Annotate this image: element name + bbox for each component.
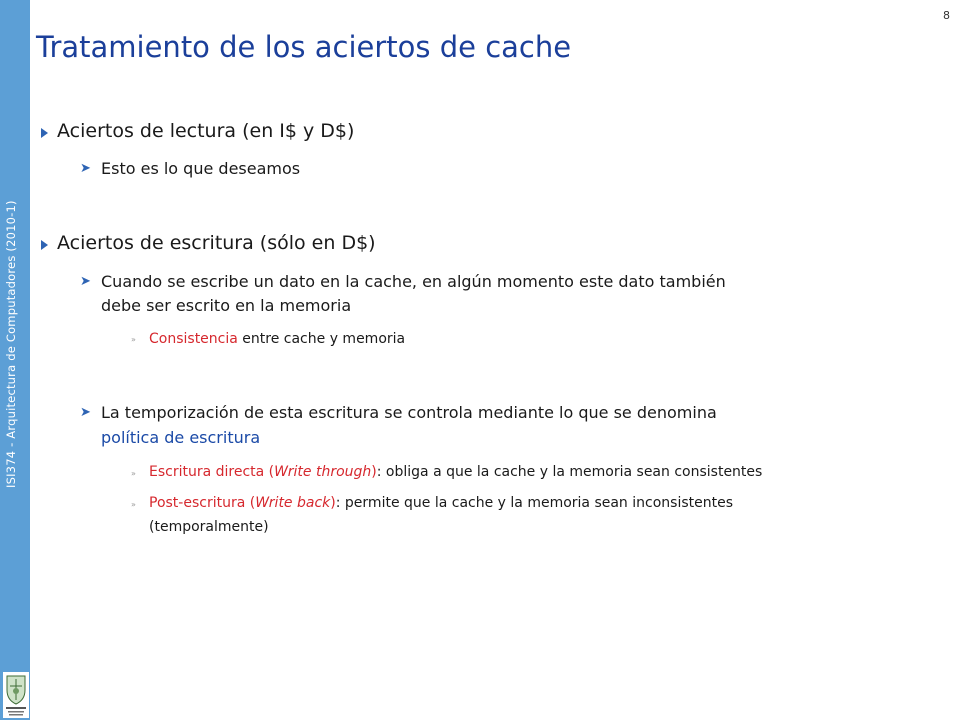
consistency-line <box>149 331 405 347</box>
write-back-desc: : permite que la cache y la memoria sean inconsistentes <box>335 495 733 511</box>
sidebar-band <box>0 0 30 720</box>
write-sub2-line1: La temporización de esta escritura se controla mediante lo que se denomina <box>101 403 717 422</box>
consistency-rest: entre cache y memoria <box>237 331 406 347</box>
write-policy-term: política de escritura <box>101 428 261 447</box>
slide-title: Tratamiento de los aciertos de cache <box>36 30 572 64</box>
write-back-close: ) <box>330 495 336 511</box>
consistency-term: Consistencia <box>149 331 238 347</box>
write-back-line2: (temporalmente) <box>149 519 269 535</box>
write-through-label: Escritura directa ( <box>149 464 275 480</box>
write-sub1-line2: debe ser escrito en la memoria <box>101 296 352 315</box>
write-through-desc: : obliga a que la cache y la memoria sean consistentes <box>376 464 763 480</box>
write-back-label: Post-escritura ( <box>149 495 256 511</box>
level2-arrow-icon: ➤ <box>80 161 91 176</box>
read-hits-heading: Aciertos de lectura (en I$ y D$) <box>57 120 355 142</box>
level1-bullet-icon <box>41 128 48 138</box>
write-sub1-line1: Cuando se escribe un dato en la cache, en algún momento este dato también <box>101 272 726 291</box>
sidebar-course-label: ISI374 - Arquitectura de Computadores (2010-1) <box>4 200 18 488</box>
university-logo-icon <box>3 672 29 718</box>
write-through-term: Write through <box>274 464 372 480</box>
level3-bullet-icon: » <box>131 335 136 344</box>
write-through-close: ) <box>371 464 377 480</box>
write-hits-heading: Aciertos de escritura (sólo en D$) <box>57 232 376 254</box>
write-through-line <box>149 464 762 480</box>
write-back-term: Write back <box>255 495 331 511</box>
level3-bullet-icon: » <box>131 500 136 509</box>
read-hits-sub: Esto es lo que deseamos <box>101 159 301 178</box>
level3-bullet-icon: » <box>131 469 136 478</box>
write-back-line <box>149 495 733 511</box>
level2-arrow-icon: ➤ <box>80 274 91 289</box>
level2-arrow-icon: ➤ <box>80 405 91 420</box>
level1-bullet-icon <box>41 240 48 250</box>
page-number: 8 <box>943 9 950 22</box>
